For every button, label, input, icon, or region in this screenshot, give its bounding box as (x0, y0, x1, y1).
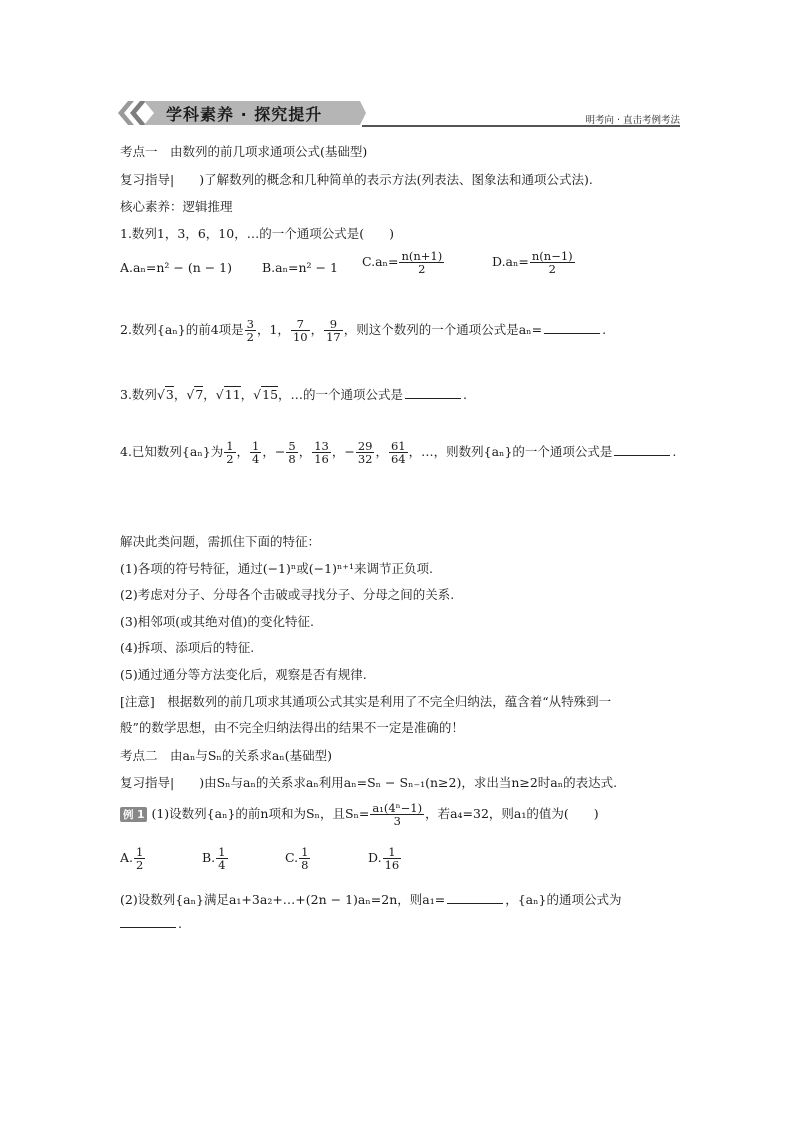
q1-option-b: B.aₙ=n² − 1 (262, 260, 338, 275)
question-3: 3.数列√3，√7，√11，√15，…的一个通项公式是 . (120, 387, 468, 402)
question-1: 1.数列1，3，6，10，…的一个通项公式是( ) (120, 226, 394, 241)
tip-3: (3)相邻项(或其绝对值)的变化特征. (120, 614, 314, 629)
ex1-option-c: C. $\frac{1}{8}$ (285, 845, 309, 873)
tips-intro: 解决此类问题，需抓住下面的特征： (120, 534, 321, 549)
banner-title: 学科素养 · 探究提升 (166, 105, 323, 124)
tip-4: (4)拆项、添项后的特征. (120, 640, 255, 655)
header-tagline: 明考向 · 直击考例考法 (585, 115, 680, 126)
core-literacy: 核心素养：逻辑推理 (120, 199, 233, 214)
q1-option-a: A.aₙ=n² − (n − 1) (120, 260, 232, 275)
header-rule (362, 125, 680, 127)
point2-heading: 考点二 由aₙ与Sₙ的关系求aₙ(基础型) (120, 748, 332, 763)
q1-option-d: D.aₙ= $\frac{n(n-1)}{2}$ (492, 249, 573, 277)
section-banner (118, 98, 366, 128)
example-tag: 例 1 (120, 807, 147, 822)
question-4: 4.已知数列{aₙ}为 $\frac{1}{2}$ ， $\frac{1}{4}$ ，− $\frac{5}{8}$ ， $\frac{13}{16}$ ，− $\frac{29}{32}$ ， $\frac{61}{64}$ ，…，则数列{aₙ}的一个通项公式是 . (120, 439, 677, 467)
point2-guide: 复习指导| )由Sₙ与aₙ的关系求aₙ利用aₙ=Sₙ − Sₙ₋₁(n≥2)，求出当n≥2时aₙ的表达式. (120, 775, 618, 790)
ex1-option-b: B. $\frac{1}{4}$ (202, 845, 226, 873)
note-line-2: 般”的数学思想，由不完全归纳法得出的结果不一定是准确的！ (120, 720, 464, 735)
tip-1: (1)各项的符号特征，通过(−1)ⁿ或(−1)ⁿ⁺¹来调节正负项. (120, 561, 433, 576)
answer-blank-line: . (120, 916, 182, 931)
example-1-part-2: (2)设数列{aₙ}满足a₁+3a₂+…+(2n − 1)aₙ=2n，则a₁= ，{aₙ}的通项公式为 (120, 892, 622, 907)
question-2: 2.数列{aₙ}的前4项是 $\frac{3}{2}$ ，1， $\frac{7}{10}$ ， $\frac{9}{17}$ ，则这个数列的一个通项公式是aₙ= . (120, 317, 607, 345)
ex1-option-d: D. $\frac{1}{16}$ (368, 845, 400, 873)
tip-5: (5)通过通分等方法变化后，观察是否有规律. (120, 667, 367, 682)
tip-2: (2)考虑对分子、分母各个击破或寻找分子、分母之间的关系. (120, 587, 455, 602)
point1-guide: 复习指导| )了解数列的概念和几种简单的表示方法(列表法、图象法和通项公式法). (120, 172, 593, 187)
q1-option-c: C.aₙ= $\frac{n(n+1)}{2}$ (362, 249, 443, 277)
example-1-part-1: 例 1 (1)设数列{aₙ}的前n项和为Sₙ，且Sₙ= $\frac{\text{a₁(4ⁿ−1)}}{3}$ ，若a₄=32，则a₁的值为( ) (120, 802, 599, 827)
note-line-1: [注意] 根据数列的前几项求其通项公式其实是利用了不完全归纳法，蕴含着“从特殊到一 (120, 694, 612, 709)
point1-heading: 考点一 由数列的前几项求通项公式(基础型) (120, 144, 368, 159)
ex1-option-a: A. $\frac{1}{2}$ (120, 845, 144, 873)
